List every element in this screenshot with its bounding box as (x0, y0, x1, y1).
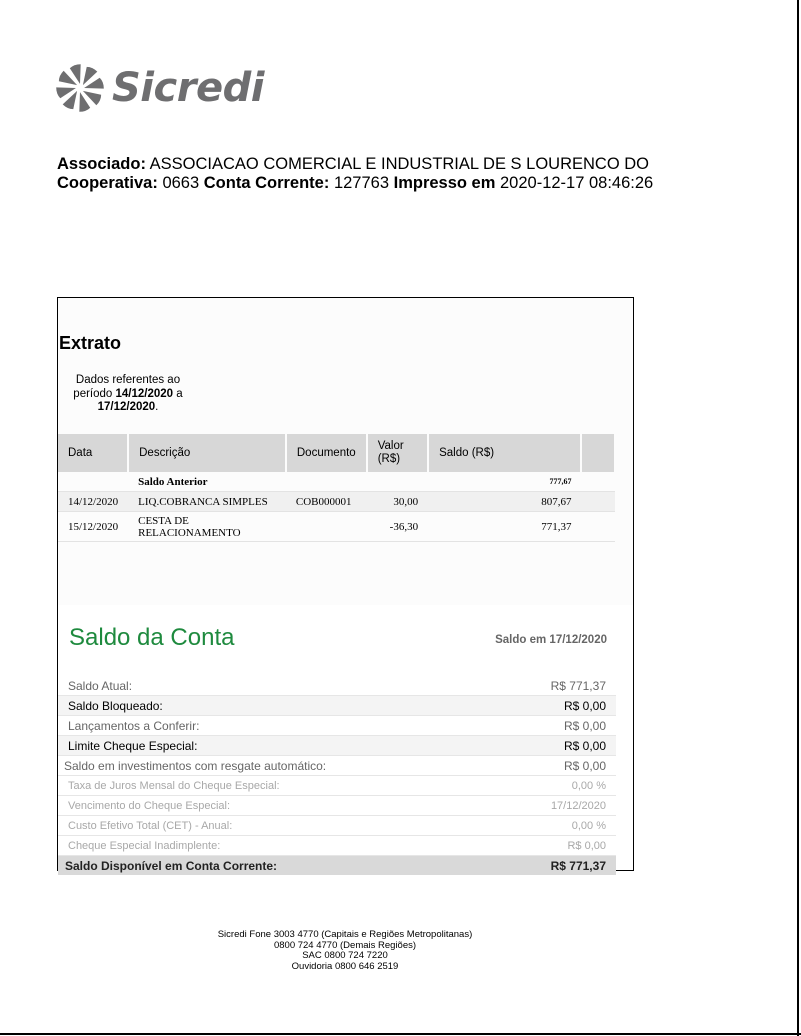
transactions-table (58, 434, 616, 542)
summary-label: Lançamentos a Conferir: (68, 718, 200, 733)
footer-line: 0800 724 4770 (Demais Regiões) (273, 939, 417, 951)
summary-row-limite-cheque (58, 736, 616, 756)
associado-value: ASSOCIACAO COMERCIAL E INDUSTRIAL DE S LOURENCO DO (149, 155, 649, 173)
summary-row-vencimento (58, 796, 616, 816)
summary-value: 17/12/2020 (550, 799, 606, 812)
summary-row-taxa-juros (58, 776, 616, 796)
periodo-start: 14/12/2020 (115, 387, 174, 400)
associado-label: Associado: (57, 155, 146, 173)
table-header-row (58, 434, 615, 472)
periodo-mid: a (176, 387, 183, 400)
col-header-blank (581, 434, 615, 472)
col-header-data: Data (58, 434, 128, 472)
summary-label: Cheque Especial Inadimplente: (68, 839, 221, 852)
summary-value: R$ 0,00 (567, 839, 606, 852)
footer-line: Sicredi Fone 3003 4770 (Capitais e Regiões Metropolitanas) (217, 929, 473, 940)
footer-line: SAC 0800 724 7220 (302, 950, 388, 961)
saldo-summary (58, 676, 616, 875)
saldo-title: Saldo da Conta (69, 624, 235, 651)
col-header-valor: Valor (R$) (367, 434, 428, 472)
logo-text: Sicredi (112, 65, 264, 111)
summary-row-lancamentos (58, 716, 616, 736)
summary-row-saldo-bloqueado (58, 696, 616, 716)
summary-row-saldo-atual (58, 676, 616, 696)
saldo-anterior-value: 777,67 (428, 472, 581, 492)
summary-label: Saldo Disponível em Conta Corrente: (65, 858, 278, 873)
impresso-value: 2020-12-17 08:46:26 (500, 174, 654, 192)
account-line (57, 174, 653, 193)
summary-value: 0,00 % (571, 819, 606, 832)
saldo-date-label: Saldo em 17/12/2020 (495, 634, 607, 646)
sicredi-logo (55, 60, 264, 116)
summary-value: R$ 0,00 (563, 718, 606, 733)
summary-row-inadimplente (58, 836, 616, 856)
table-row (58, 492, 615, 512)
saldo-anterior-label: Saldo Anterior (128, 472, 286, 492)
page-right-border (797, 0, 799, 1036)
statement-box (57, 297, 634, 871)
summary-row-cet (58, 816, 616, 836)
summary-label: Limite Cheque Especial: (68, 738, 198, 753)
cell-data: 15/12/2020 (58, 512, 128, 542)
periodo-prefix: período (73, 387, 113, 400)
cell-documento: COB000001 (286, 492, 367, 512)
extrato-title: Extrato (59, 333, 122, 353)
summary-label: Vencimento do Cheque Especial: (68, 799, 231, 812)
summary-label: Saldo Bloqueado: (68, 698, 163, 713)
summary-value: R$ 0,00 (563, 738, 606, 753)
conta-value: 127763 (333, 174, 390, 192)
cell-saldo: 807,67 (428, 492, 581, 512)
cooperativa-label: Cooperativa: (57, 174, 158, 192)
periodo-end: 17/12/2020 (97, 401, 156, 413)
cell-descricao: CESTA DE RELACIONAMENTO (128, 512, 286, 542)
cell-saldo: 771,37 (428, 512, 581, 542)
summary-label: Taxa de Juros Mensal do Cheque Especial: (68, 779, 280, 792)
summary-row-saldo-disponivel (58, 856, 616, 875)
impresso-label: Impresso em (393, 174, 496, 192)
summary-label: Saldo em investimentos com resgate automático: (64, 758, 327, 773)
sicredi-pinwheel-icon (55, 63, 105, 113)
conta-label: Conta Corrente: (203, 174, 330, 192)
summary-value: R$ 0,00 (563, 698, 606, 713)
footer-contacts (170, 930, 520, 972)
col-header-saldo: Saldo (R$) (428, 434, 581, 472)
summary-row-investimentos (58, 756, 616, 776)
cell-valor: 30,00 (367, 492, 428, 512)
cooperativa-value: 0663 (162, 174, 200, 192)
summary-value: 0,00 % (571, 779, 606, 792)
table-row-saldo-anterior (58, 472, 615, 492)
summary-value: R$ 771,37 (550, 678, 606, 693)
summary-label: Custo Efetivo Total (CET) - Anual: (68, 819, 233, 832)
cell-valor: -36,30 (367, 512, 428, 542)
col-header-descricao: Descrição (128, 434, 286, 472)
periodo-line1: Dados referentes ao (75, 374, 181, 386)
summary-value: R$ 771,37 (550, 858, 606, 873)
cell-data: 14/12/2020 (58, 492, 128, 512)
table-row (58, 512, 615, 542)
cell-descricao: LIQ.COBRANCA SIMPLES (128, 492, 286, 512)
periodo-text (58, 374, 198, 415)
associado-line (57, 155, 649, 174)
footer-line: Ouvidoria 0800 646 2519 (291, 960, 399, 972)
periodo-end-suffix: . (155, 401, 159, 413)
page-bottom-border (0, 1033, 801, 1035)
summary-label: Saldo Atual: (68, 678, 133, 693)
summary-value: R$ 0,00 (563, 758, 606, 773)
col-header-documento: Documento (286, 434, 367, 472)
cell-documento (286, 512, 367, 542)
